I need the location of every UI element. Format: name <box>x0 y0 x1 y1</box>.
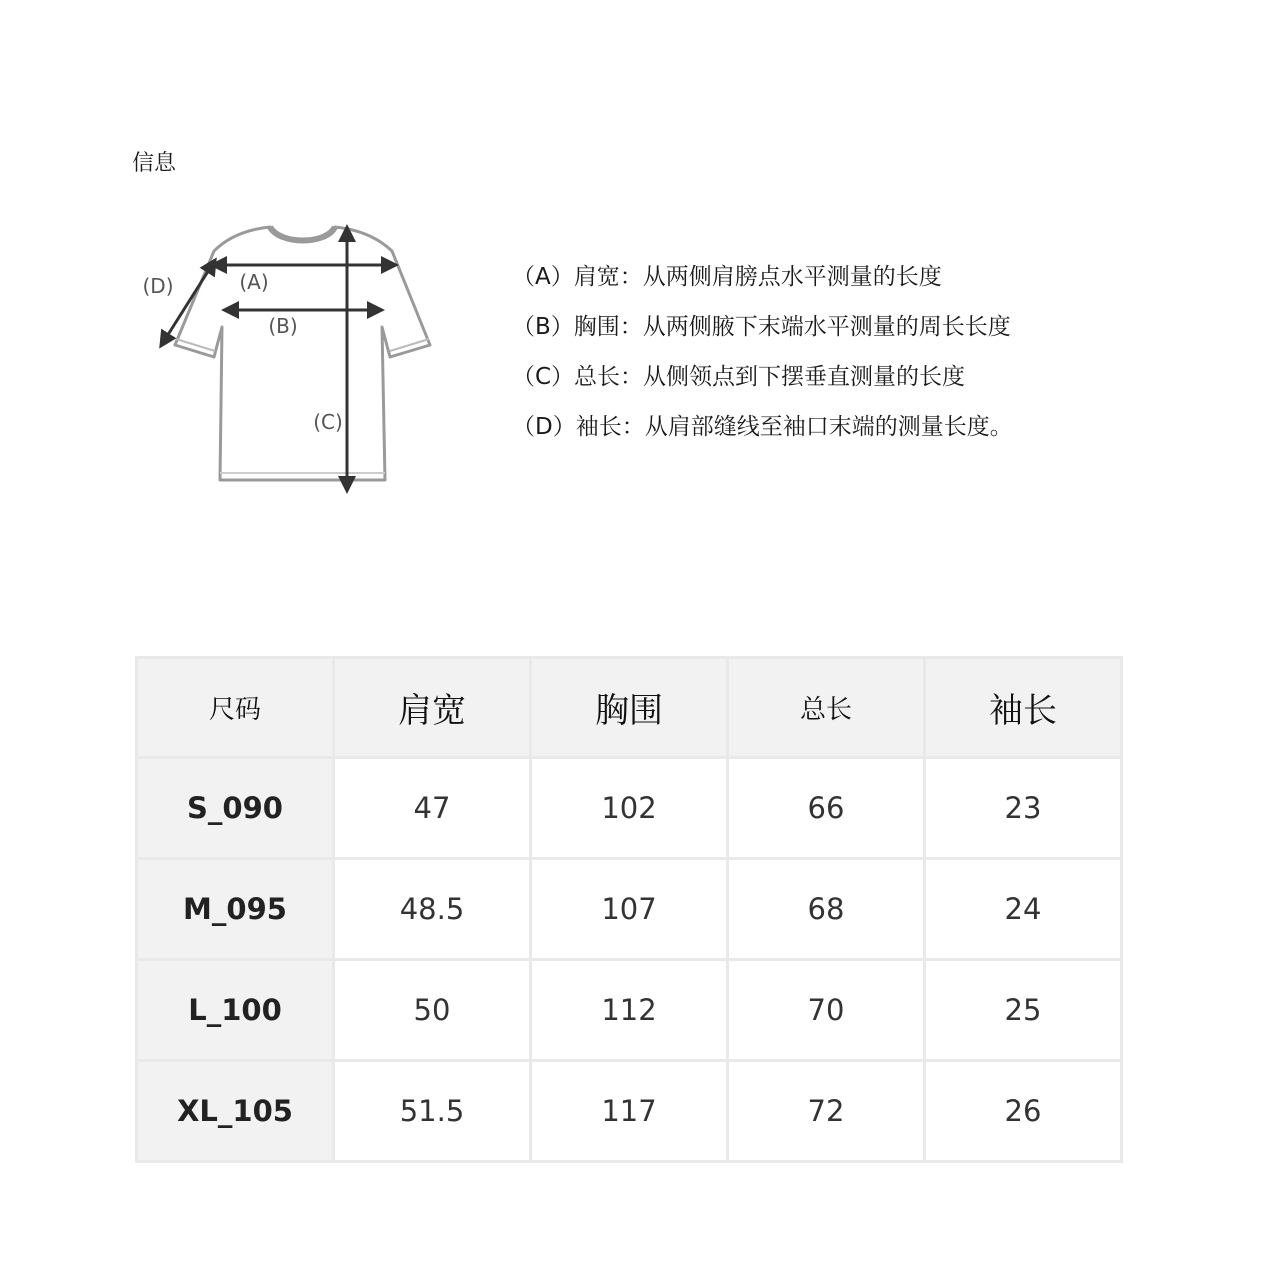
cell-sleeve: 24 <box>925 859 1122 960</box>
cell-size: M_095 <box>137 859 334 960</box>
size-chart-table <box>135 656 1123 1163</box>
table-row <box>137 960 1122 1061</box>
header-size: 尺码 <box>137 658 334 758</box>
measurement-legend <box>512 262 1013 462</box>
page-title: 信息 <box>132 151 177 176</box>
cell-shoulder: 50 <box>334 960 531 1061</box>
cell-shoulder: 51.5 <box>334 1061 531 1162</box>
label-d: (D) <box>142 274 174 298</box>
cell-length: 66 <box>728 758 925 859</box>
cell-length: 72 <box>728 1061 925 1162</box>
header-length: 总长 <box>728 658 925 758</box>
legend-item-b: （B）胸围：从两侧腋下末端水平测量的周长长度 <box>512 314 1011 340</box>
table-header-row <box>137 658 1122 758</box>
cell-chest: 102 <box>531 758 728 859</box>
header-shoulder: 肩宽 <box>334 658 531 758</box>
cell-size: XL_105 <box>137 1061 334 1162</box>
label-b: (B) <box>268 314 298 338</box>
cell-length: 70 <box>728 960 925 1061</box>
tshirt-measurement-icon <box>130 215 450 505</box>
cell-shoulder: 47 <box>334 758 531 859</box>
cell-length: 68 <box>728 859 925 960</box>
cell-chest: 112 <box>531 960 728 1061</box>
cell-chest: 107 <box>531 859 728 960</box>
cell-chest: 117 <box>531 1061 728 1162</box>
cell-sleeve: 25 <box>925 960 1122 1061</box>
cell-size: L_100 <box>137 960 334 1061</box>
tshirt-collar <box>270 227 335 241</box>
cell-sleeve: 23 <box>925 758 1122 859</box>
label-a: (A) <box>239 270 269 294</box>
legend-item-d: （D）袖长：从肩部缝线至袖口末端的测量长度。 <box>512 414 1013 440</box>
header-sleeve: 袖长 <box>925 658 1122 758</box>
label-c: (C) <box>313 410 343 434</box>
cell-sleeve: 26 <box>925 1061 1122 1162</box>
cell-shoulder: 48.5 <box>334 859 531 960</box>
cell-size: S_090 <box>137 758 334 859</box>
table-row <box>137 758 1122 859</box>
legend-item-a: （A）肩宽：从两侧肩膀点水平测量的长度 <box>512 264 942 290</box>
table-row <box>137 1061 1122 1162</box>
header-chest: 胸围 <box>531 658 728 758</box>
table-row <box>137 859 1122 960</box>
legend-item-c: （C）总长：从侧领点到下摆垂直测量的长度 <box>512 364 966 390</box>
